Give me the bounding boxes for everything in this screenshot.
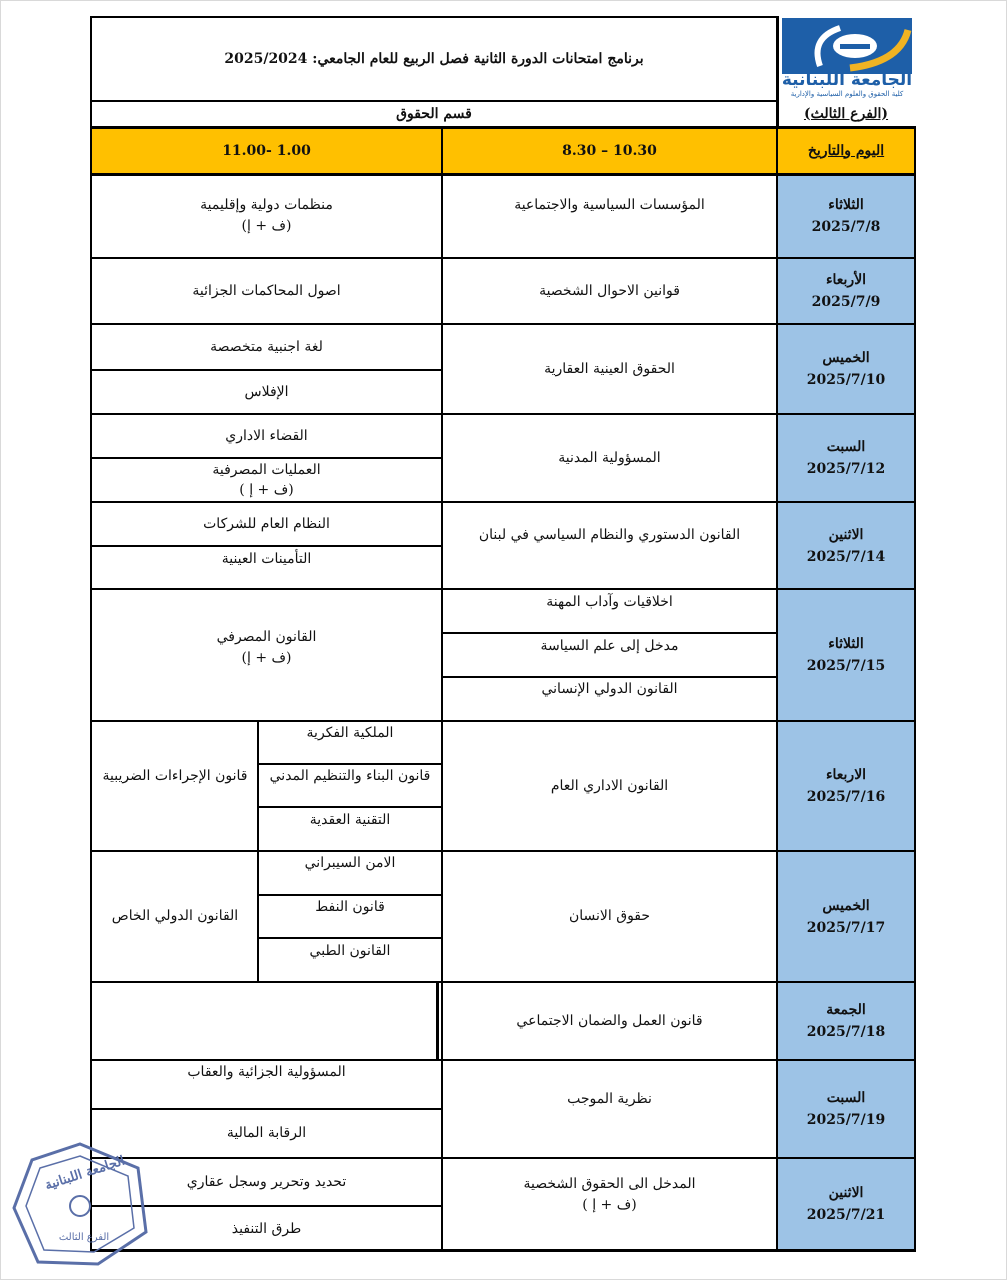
slot1-exam: اخلاقيات وآداب المهنة xyxy=(546,593,673,610)
slot1-exam: القانون الدستوري والنظام السياسي في لبنان xyxy=(478,527,741,543)
day-date: 2025/7/21 xyxy=(806,1207,886,1223)
day-name: السبت xyxy=(826,439,866,455)
day-date: 2025/7/9 xyxy=(811,294,881,310)
day-cell xyxy=(778,1061,914,1157)
slot2-exam: القانون الطبي xyxy=(309,942,391,959)
day-date: 2025/7/8 xyxy=(811,219,881,235)
slot2-exam: الإفلاس xyxy=(244,383,289,400)
exam-name: العمليات المصرفية xyxy=(212,462,321,478)
page-title: برنامج امتحانات الدورة الثانية فصل الربيع للعام الجامعي: 2025/2024 xyxy=(224,50,644,67)
day-name: الخميس xyxy=(822,897,870,914)
day-date: 2025/7/16 xyxy=(806,789,886,805)
slot1-exam: القانون الدولي الإنساني xyxy=(541,680,678,697)
stamp-subtext: الفرع الثالث xyxy=(58,1232,110,1243)
slot2-exam: القضاء الاداري xyxy=(225,427,308,444)
slot2-exam: قانون النفط xyxy=(315,898,385,915)
day-cell xyxy=(778,983,914,1059)
slot2-exam: التأمينات العينية xyxy=(221,550,312,567)
slot1-exam: المسؤولية المدنية xyxy=(558,449,661,466)
day-cell xyxy=(778,590,914,720)
slot1-exam: المؤسسات السياسية والاجتماعية xyxy=(514,196,705,213)
logo-subtext: كلية الحقوق والعلوم السياسية والإدارية xyxy=(790,90,904,98)
official-stamp xyxy=(10,1140,150,1268)
day-date: 2025/7/19 xyxy=(806,1112,886,1128)
day-date: 2025/7/10 xyxy=(806,372,886,388)
day-cell xyxy=(778,325,914,413)
day-cell xyxy=(778,415,914,501)
day-name: الخميس xyxy=(822,350,870,366)
day-date: 2025/7/14 xyxy=(806,548,886,565)
exam-note: (ف + إ ) xyxy=(239,482,294,498)
day-name: الاربعاء xyxy=(825,767,867,783)
slot2-exam: الامن السيبراني xyxy=(304,854,396,871)
day-date: 2025/7/12 xyxy=(806,461,886,477)
day-date: 2025/7/18 xyxy=(806,1024,886,1040)
header-slot1: 10.30 – 8.30 xyxy=(443,129,776,173)
slot2-exam-with-note xyxy=(92,175,441,257)
slot2-exam: قانون البناء والتنظيم المدني xyxy=(269,767,431,784)
exam-name: منظمات دولية وإقليمية xyxy=(200,197,333,213)
slot2-exam-empty xyxy=(92,983,437,1059)
slot1-exam: قوانين الاحوال الشخصية xyxy=(539,282,680,299)
slot2-exam: طرق التنفيذ xyxy=(231,1220,302,1237)
slot2-exam: تحديد وتحرير وسجل عقاري xyxy=(186,1173,347,1190)
slot1-exam: مدخل إلى علم السياسة xyxy=(540,637,679,654)
day-name: الاثنين xyxy=(828,1185,864,1201)
day-name: السبت xyxy=(826,1090,866,1106)
day-cell xyxy=(778,852,914,981)
day-cell xyxy=(778,259,914,323)
day-cell xyxy=(778,175,914,257)
day-date: 2025/7/17 xyxy=(806,919,886,936)
slot1-exam: حقوق الانسان xyxy=(568,908,651,924)
slot2-exam: التقنية العقدية xyxy=(309,811,391,828)
slot1-exam: الحقوق العينية العقارية xyxy=(544,360,675,377)
exam-note: (ف + إ) xyxy=(241,218,292,234)
exam-name: المدخل الى الحقوق الشخصية xyxy=(523,1176,696,1192)
stamp-text: الجامعة اللبنانية xyxy=(43,1153,127,1194)
day-name: الثلاثاء xyxy=(828,636,864,652)
exam-note: (ف + إ) xyxy=(241,650,292,666)
slot2-exam: النظام العام للشركات xyxy=(203,515,330,532)
university-logo xyxy=(780,18,914,100)
header-day: اليوم والتاريخ xyxy=(778,129,914,173)
day-name: الجمعة xyxy=(826,1002,866,1018)
slot1-exam: قانون العمل والضمان الاجتماعي xyxy=(516,1012,703,1029)
slot2-exam-side: القانون الدولي الخاص xyxy=(111,908,239,924)
exam-note: (ف + إ ) xyxy=(582,1197,637,1213)
slot2-exam: لغة اجنبية متخصصة xyxy=(210,338,323,355)
slot2-exam: المسؤولية الجزائية والعقاب xyxy=(187,1063,346,1080)
day-cell xyxy=(778,1159,914,1249)
logo-text: الجامعة اللبنانية xyxy=(781,70,913,90)
exam-name: القانون المصرفي xyxy=(216,629,317,645)
slot1-exam: نظرية الموجب xyxy=(567,1090,652,1107)
header-slot2: 1.00 -11.00 xyxy=(92,129,441,173)
slot2-exam-side: قانون الإجراءات الضريبية xyxy=(102,767,248,784)
day-name: الاثنين xyxy=(828,526,864,543)
branch-label: (الفرع الثالث) xyxy=(803,105,889,122)
day-name: الأربعاء xyxy=(825,272,867,288)
slot2-exam-with-note xyxy=(92,459,441,501)
day-cell xyxy=(778,503,914,588)
day-date: 2025/7/15 xyxy=(806,658,886,674)
slot1-exam: القانون الاداري العام xyxy=(550,777,669,794)
slot2-exam: الملكية الفكرية xyxy=(306,724,394,741)
department-label: قسم الحقوق xyxy=(396,105,472,122)
slot1-exam-with-note xyxy=(443,1159,776,1231)
slot2-exam-with-note xyxy=(92,590,441,706)
slot2-exam: اصول المحاكمات الجزائية xyxy=(192,282,341,299)
day-name: الثلاثاء xyxy=(828,197,864,213)
day-cell xyxy=(778,722,914,850)
slot2-exam: الرقابة المالية xyxy=(226,1124,307,1141)
